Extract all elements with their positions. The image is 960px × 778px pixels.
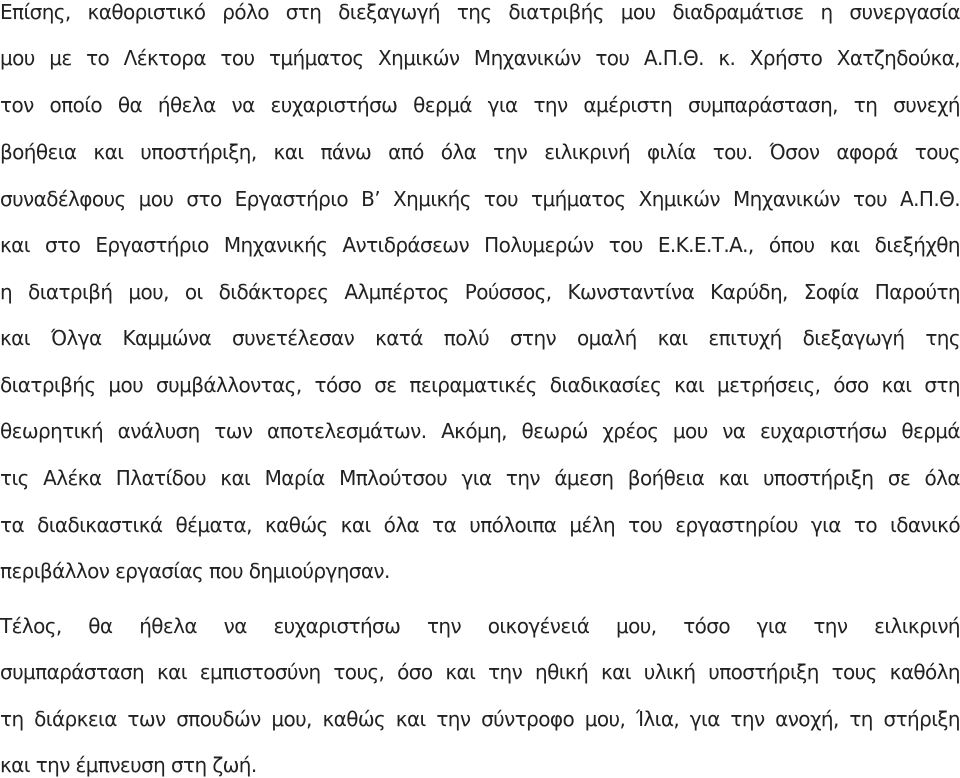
paragraph-2-line-1: Τέλος, θα ήθελα να ευχαριστήσω την οικογένειά μου, τόσο για την ειλικρινή xyxy=(0,614,960,638)
paragraph-1-line-5: συναδέλφους μου στο Εργαστήριο Β’ Χημικής του τμήματος Χημικών Μηχανικών του Α.Π.Θ. xyxy=(0,187,960,211)
paragraph-2-line-3: τη διάρκεια των σπουδών μου, καθώς και την σύντροφο μου, Ίλια, για την ανοχή, τη στήριξη xyxy=(0,707,960,731)
paragraph-1-line-10: θεωρητική ανάλυση των αποτελεσμάτων. Ακόμη, θεωρώ χρέος μου να ευχαριστήσω θερμά xyxy=(0,419,960,443)
paragraph-1-line-7: η διατριβή μου, οι διδάκτορες Αλμπέρτος Ρούσσος, Κωνσταντίνα Καρύδη, Σοφία Παρούτη xyxy=(0,280,960,304)
paragraph-1-line-8: και Όλγα Καμμώνα συνετέλεσαν κατά πολύ στην ομαλή και επιτυχή διεξαγωγή της xyxy=(0,326,960,350)
paragraph-1-line-12: τα διαδικαστικά θέματα, καθώς και όλα τα υπόλοιπα μέλη του εργαστηρίου για το ιδανικό xyxy=(0,513,960,537)
paragraph-1-line-11: τις Αλέκα Πλατίδου και Μαρία Μπλούτσου για την άμεση βοήθεια και υποστήριξη σε όλα xyxy=(0,466,960,490)
paragraph-2-line-4: και την έμπνευση στη ζωή. xyxy=(0,753,257,777)
paragraph-1-line-6: και στο Εργαστήριο Μηχανικής Αντιδράσεων Πολυμερών του Ε.Κ.Ε.Τ.Α., όπου και διεξήχθη xyxy=(0,233,960,257)
paragraph-2-line-2: συμπαράσταση και εμπιστοσύνη τους, όσο και την ηθική και υλική υποστήριξη τους καθόλη xyxy=(0,660,960,684)
paragraph-1-line-13: περιβάλλον εργασίας που δημιούργησαν. xyxy=(0,559,390,583)
paragraph-1-line-4: βοήθεια και υποστήριξη, και πάνω από όλα την ειλικρινή φιλία του. Όσον αφορά τους xyxy=(0,140,960,164)
paragraph-1-line-3: τον οποίο θα ήθελα να ευχαριστήσω θερμά για την αμέριστη συμπαράσταση, τη συνεχή xyxy=(0,93,960,117)
paragraph-1-line-2: μου με το Λέκτορα του τμήματος Χημικών Μηχανικών του Α.Π.Θ. κ. Χρήστο Χατζηδούκα, xyxy=(0,46,960,70)
paragraph-1-line-9: διατριβής μου συμβάλλοντας, τόσο σε πειραματικές διαδικασίες και μετρήσεις, όσο και στη xyxy=(0,373,960,397)
paragraph-1-line-1: Επίσης, καθοριστικό ρόλο στη διεξαγωγή της διατριβής μου διαδραμάτισε η συνεργασία xyxy=(0,0,960,24)
